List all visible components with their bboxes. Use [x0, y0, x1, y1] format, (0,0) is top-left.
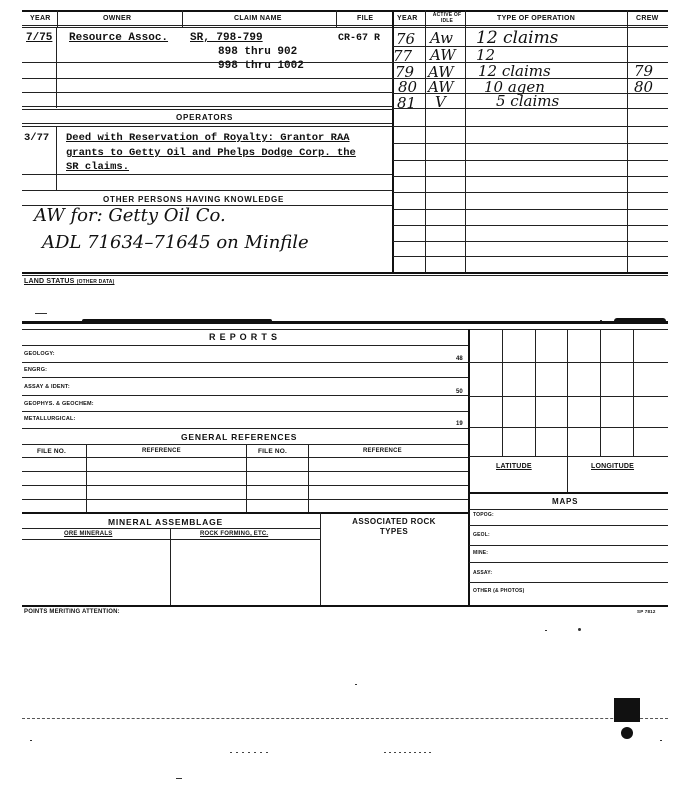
map-row-label: OTHER (& PHOTOS) [473, 588, 525, 594]
ref-col-header: FILE NO. [258, 448, 288, 455]
ref-col-header: REFERENCE [363, 448, 402, 454]
op-status: V [435, 93, 446, 111]
operators-line: Deed with Reservation of Royalty: Grantor RAA [66, 132, 350, 144]
header-file: FILE [357, 15, 374, 22]
owner-row-year: 7/75 [26, 32, 53, 44]
op-status: AW [428, 63, 454, 81]
op-status: Aw [430, 29, 453, 47]
report-row-label: GEOPHYS. & GEOCHEM: [24, 401, 94, 407]
operators-title: OPERATORS [176, 113, 234, 122]
report-row-label: ASSAY & IDENT: [24, 384, 70, 390]
op-year: 80 [398, 78, 418, 96]
op-crew: 79 [634, 62, 654, 80]
ref-col-header: FILE NO. [37, 448, 67, 455]
header-crew: CREW [636, 15, 659, 22]
report-row-label: GEOLOGY: [24, 351, 55, 357]
header-owner: OWNER [103, 15, 132, 22]
header-year-ops: YEAR [397, 15, 418, 22]
operators-line: SR claims. [66, 161, 130, 173]
general-references-title: GENERAL REFERENCES [181, 432, 298, 442]
report-row-label: ENGRG: [24, 367, 48, 373]
map-row-label: MINE: [473, 550, 489, 556]
map-row-label: ASSAY: [473, 570, 493, 576]
op-year: 79 [395, 63, 415, 81]
header-claim-name: CLAIM NAME [234, 15, 282, 22]
op-crew: 80 [634, 78, 654, 96]
report-row-num: 50 [456, 389, 463, 395]
op-year: 76 [396, 30, 416, 48]
owner-row-claim: SR, 798-799 [190, 32, 263, 44]
header-year: YEAR [30, 15, 51, 22]
op-status: AW [428, 78, 454, 96]
op-type: 12 claims [478, 62, 551, 80]
op-type: 5 claims [496, 92, 560, 110]
report-row-label: METALLURGICAL: [24, 416, 76, 422]
op-year: 81 [397, 94, 417, 112]
owner-row-claim: 998 thru 1002 [218, 60, 304, 72]
op-type: 10 agen [484, 78, 545, 96]
map-row-label: GEOL: [473, 532, 490, 538]
report-row-num: 19 [456, 421, 463, 427]
reports-title: R E P O R T S [209, 332, 278, 342]
ore-minerals-label: ORE MINERALS [64, 531, 113, 537]
latitude-label: LATITUDE [496, 463, 532, 470]
other-persons-title: OTHER PERSONS HAVING KNOWLEDGE [103, 195, 285, 204]
ref-col-header: REFERENCE [142, 448, 181, 454]
form-code: SP 7812 [637, 609, 656, 614]
other-persons-line2: ADL 71634–71645 on Minfile [42, 232, 309, 253]
points-meriting-attention-label: POINTS MERITING ATTENTION: [24, 609, 120, 615]
op-status: AW [430, 46, 456, 64]
report-row-num: 48 [456, 356, 463, 362]
longitude-label: LONGITUDE [591, 463, 635, 470]
rock-forming-label: ROCK FORMING, ETC. [200, 531, 269, 537]
mineral-assemblage-title: MINERAL ASSEMBLAGE [108, 517, 223, 527]
header-type-of-operation: TYPE OF OPERATION [497, 15, 576, 22]
op-type: 12 [476, 46, 496, 64]
owner-row-owner: Resource Assoc. [69, 32, 169, 44]
header-active-idle: ACTIVE OF IDLE [432, 12, 462, 24]
maps-title: MAPS [552, 497, 579, 506]
op-year: 77 [393, 47, 413, 65]
operators-line: grants to Getty Oil and Phelps Dodge Corp. the [66, 147, 356, 159]
other-persons-line1: AW for: Getty Oil Co. [34, 205, 226, 226]
owner-row-claim: 898 thru 902 [218, 46, 298, 58]
map-row-label: TOPOG: [473, 512, 494, 518]
associated-rock-types-title: ASSOCIATED ROCK TYPES [352, 517, 436, 536]
owner-row-file: CR-67 R [338, 33, 381, 44]
op-type: 12 claims [476, 28, 559, 48]
land-status-label: LAND STATUS (OTHER DATA) [24, 278, 115, 285]
operators-date: 3/77 [24, 132, 50, 144]
